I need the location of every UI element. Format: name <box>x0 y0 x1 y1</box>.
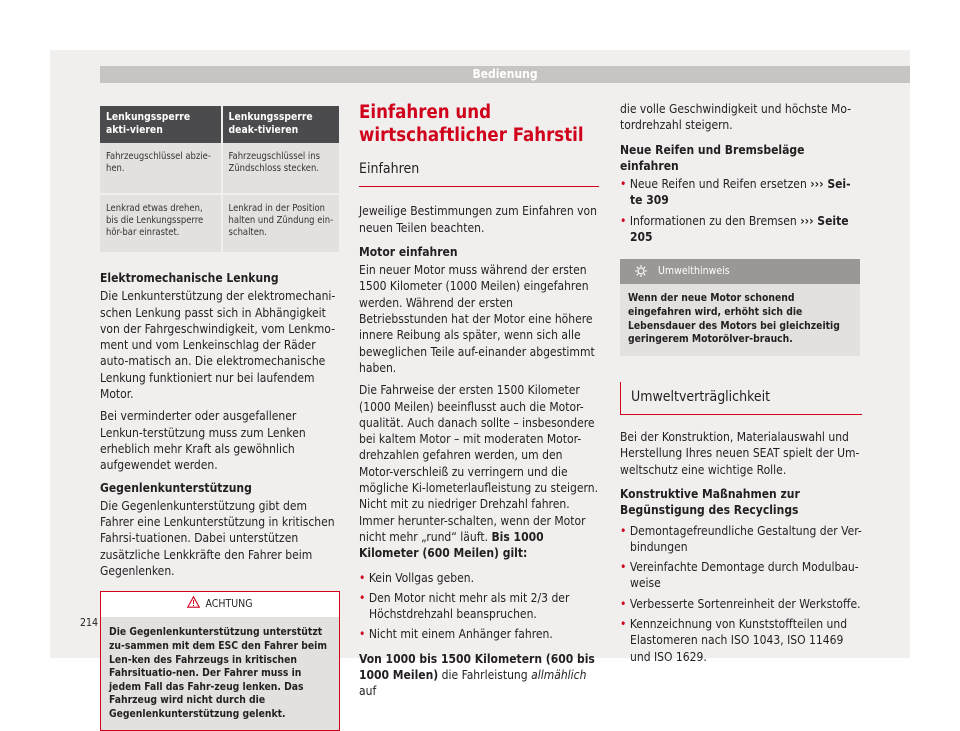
bullet-icon: • <box>620 560 627 575</box>
bullet-icon: • <box>620 596 627 611</box>
table-cell: Lenkrad in der Position halten und Zündung ein-schalten. <box>222 194 339 252</box>
bullet-icon: • <box>620 177 627 192</box>
section-heading-environment: Umweltverträglichkeit <box>620 382 862 415</box>
list-item-text: Demontagefreundliche Gestaltung der Ver-bindungen <box>629 523 862 554</box>
paragraph-text: die Fahrleistung <box>441 668 528 683</box>
heading-elec-steering: Elektromechanische Lenkung <box>100 271 279 285</box>
list-item-text: Kein Vollgas geben. <box>368 570 475 585</box>
paragraph-text: Die Fahrweise der ersten 1500 Kilometer (1000 Meilen) beeinflusst auch die Motor-qualität. Auch danach sollte – insbesondere bei kaltem Motor – mit moderaten Motor-drehzahlen gefahren werden, um den Motor-verschleiß zu verringern und die mögliche Ki-lometerlaufleistung zu steigern. Nicht mit zu niedriger Drehzahl fahren. Immer herunter-schalten, wenn der Motor nicht mehr „rund“ läuft. <box>359 383 599 544</box>
list-item <box>359 590 599 623</box>
list-item-text: Vereinfachte Demontage durch Modulbau-weise <box>629 560 859 591</box>
list-item <box>620 616 862 665</box>
table-cell: Fahrzeugschlüssel abzie-hen. <box>100 143 222 194</box>
warning-title: ACHTUNG <box>205 598 253 611</box>
right-column <box>620 101 862 669</box>
table-header: Lenkungssperre akti-vieren <box>100 106 222 143</box>
warning-triangle-icon <box>187 596 200 608</box>
paragraph: Bei verminderter oder ausgefallener Lenkun-terstützung muss zum Lenken erheblich mehr Kraft als gewöhnlich aufgewendet werden. <box>100 409 306 473</box>
list-item <box>620 596 862 612</box>
paragraph <box>359 651 599 700</box>
list-item <box>359 626 599 642</box>
subsection-title: Einfahren <box>359 161 599 187</box>
paragraph: Ein neuer Motor muss während der ersten 1500 Kilometer (1000 Meilen) eingefahren werden. Während der ersten Betriebsstunden hat der Motor eine höhere innere Reibung als später, wenn sich alle beweglichen Teile auf-einander abgestimmt haben. <box>359 263 595 375</box>
table-header: Lenkungssperre deak-tivieren <box>222 106 339 143</box>
list-item-text: Den Motor nicht mehr als mit 2/3 der Höchstdrehzahl beanspruchen. <box>368 590 570 622</box>
bullet-icon: • <box>359 627 366 642</box>
steering-lock-table <box>100 106 339 252</box>
table-cell: Fahrzeugschlüssel ins Zündschloss stecken. <box>222 143 339 194</box>
list-item-text: Kennzeichnung von Kunststoffteilen und Elastomeren nach ISO 1043, ISO 11469 und ISO 1629. <box>629 617 848 664</box>
page-reference-link[interactable]: ››› Seite 205 <box>630 213 849 245</box>
paragraph: die volle Geschwindigkeit und höchste Mo-tordrehzahl steigern. <box>620 102 852 133</box>
warning-header <box>100 591 340 617</box>
list-item <box>620 176 862 209</box>
environment-note-header <box>620 259 860 284</box>
list-item-text: Neue Reifen und Reifen ersetzen <box>629 177 807 192</box>
list-item <box>359 570 599 586</box>
heading-tyres-brakes: Neue Reifen und Bremsbeläge einfahren <box>620 142 805 173</box>
warning-text: Die Gegenlenkunterstützung unterstützt zu-sammen mit dem ESC den Fahrer beim Len-ken des Fahrzeugs in kritischen Fahrsituatio-nen. Der Fahrer muss in jedem Fall das Fahr-zeug lenken. Das Fahrzeug wird nicht durch die Gegenlenkunterstützung gelenkt. <box>100 617 340 730</box>
paragraph: Bei der Konstruktion, Materialauswahl und Herstellung Ihres neuen SEAT spielt der Um-weltschutz eine wichtige Rolle. <box>620 430 860 477</box>
leaf-icon <box>634 264 648 278</box>
list-item <box>620 559 862 592</box>
paragraph-italic: allmählich <box>531 668 587 683</box>
list-item-text: Verbesserte Sortenreinheit der Werkstoffe. <box>629 596 861 611</box>
section-title: Einfahren und wirtschaftlicher Fahrstil <box>359 102 584 146</box>
paragraph-text: auf <box>359 684 377 699</box>
middle-column <box>359 101 599 706</box>
bullet-icon: • <box>620 213 627 228</box>
table-cell: Lenkrad etwas drehen, bis die Lenkungssperre hör-bar einrastet. <box>100 194 222 252</box>
paragraph: Die Gegenlenkunterstützung gibt dem Fahrer eine Lenkunterstützung in kritischen Fahrsi-tuationen. Dabei unterstützen zusätzliche Lenkkräfte den Fahrer beim Gegenlenken. <box>100 498 335 579</box>
environment-note-title: Umwelthinweis <box>658 265 730 278</box>
paragraph-bold: Bis 1000 Kilometer (600 Meilen) gilt: <box>359 529 544 561</box>
list-item <box>620 213 862 246</box>
header-bar: Bedienung <box>100 66 910 83</box>
list-item-text: Nicht mit einem Anhänger fahren. <box>368 627 553 642</box>
warning-box <box>100 591 340 730</box>
table-row <box>100 143 339 194</box>
paragraph-bold: Von 1000 bis 1500 Kilometern (600 bis 1000 Meilen) <box>359 651 595 683</box>
bullet-icon: • <box>359 590 366 605</box>
heading-engine-break-in: Motor einfahren <box>359 244 458 259</box>
table-row <box>100 194 339 252</box>
bullet-icon: • <box>359 570 366 585</box>
paragraph <box>359 382 599 561</box>
bullet-icon: • <box>620 617 627 632</box>
bullet-icon: • <box>620 523 627 538</box>
left-column <box>100 106 340 731</box>
environment-note-text: Wenn der neue Motor schonend eingefahren wird, erhöht sich die Lebensdauer des Motors bei gleichzeitig geringerem Motorölver-brauch. <box>620 284 860 355</box>
page-sheet <box>50 50 910 720</box>
paragraph: Die Lenkunterstützung der elektromechani-schen Lenkung passt sich in Abhängigkeit von der Fahrgeschwindigkeit, vom Lenkmo-ment und vom Lenkeinschlag der Räder auto-matisch an. Die elektromechanische Lenkung funktioniert nur bei laufendem Motor. <box>100 289 336 402</box>
page-reference-link[interactable]: ››› Sei-te 309 <box>630 177 851 208</box>
list-item <box>620 523 862 556</box>
page-number: 214 <box>79 617 98 629</box>
list-item-text: Informationen zu den Bremsen <box>629 213 797 228</box>
heading-recycling: Konstruktive Maßnahmen zur Begünstigung des Recyclings <box>620 486 800 518</box>
paragraph: Jeweilige Bestimmungen zum Einfahren von neuen Teilen beachten. <box>359 204 597 235</box>
environment-note-box <box>620 259 860 355</box>
heading-counter-steering: Gegenlenkunterstützung <box>100 480 252 495</box>
